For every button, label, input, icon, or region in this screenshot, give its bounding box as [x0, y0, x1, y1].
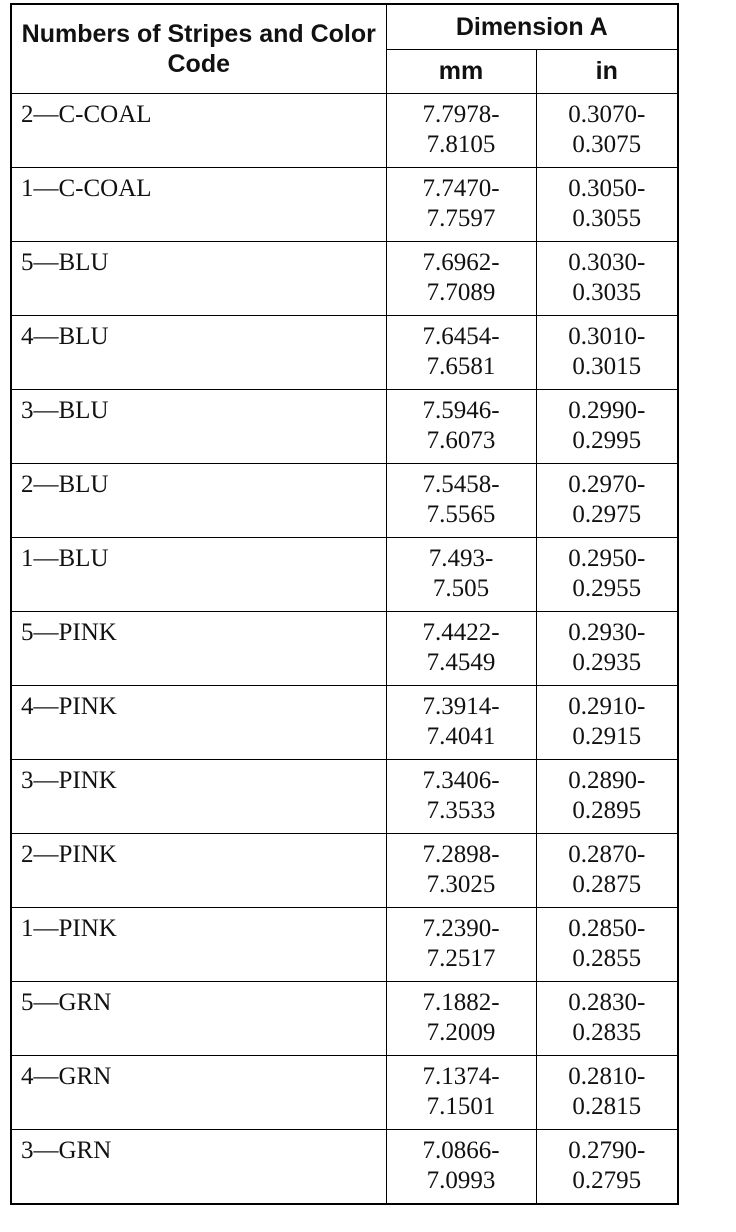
- dimension-in-cell: [536, 1056, 678, 1130]
- range-min-value: 7.5458-: [422, 471, 500, 498]
- stripe-color-code-cell: 4—BLU: [11, 316, 386, 390]
- range-min-value: 7.1882-: [422, 989, 500, 1016]
- dimension-in-cell: [536, 982, 678, 1056]
- range-max-value: 7.4041: [426, 723, 496, 750]
- table-row: [11, 686, 678, 760]
- range-max-value: 7.4549: [426, 649, 496, 676]
- dimension-mm-cell: [386, 538, 536, 612]
- range-max-value: 0.3035: [572, 279, 642, 306]
- dimension-in-cell: [536, 760, 678, 834]
- range-min-value: 0.3070-: [568, 101, 646, 128]
- range-max-value: 0.2975: [572, 501, 642, 528]
- range-min-value: 7.6454-: [422, 323, 500, 350]
- range-min-value: 7.1374-: [422, 1063, 500, 1090]
- range-min-value: 7.2390-: [422, 915, 500, 942]
- dimension-mm-cell: [386, 168, 536, 242]
- range-min-value: 7.2898-: [422, 841, 500, 868]
- table-row: [11, 390, 678, 464]
- range-max-value: 0.2835: [572, 1019, 642, 1046]
- column-header-mm: mm: [386, 49, 536, 94]
- dimension-in-cell: [536, 908, 678, 982]
- range-min-value: 7.5946-: [422, 397, 500, 424]
- table-row: [11, 316, 678, 390]
- dimension-in-cell: [536, 316, 678, 390]
- range-max-value: 7.6581: [426, 353, 496, 380]
- table-row: [11, 908, 678, 982]
- range-min-value: 0.2810-: [568, 1063, 646, 1090]
- range-max-value: 0.3075: [572, 131, 642, 158]
- dimension-in-cell: [536, 168, 678, 242]
- table-row: [11, 834, 678, 908]
- stripe-color-code-cell: 3—PINK: [11, 760, 386, 834]
- dimension-mm-cell: [386, 316, 536, 390]
- range-min-value: 0.3030-: [568, 249, 646, 276]
- range-min-value: 0.3010-: [568, 323, 646, 350]
- dimension-in-cell: [536, 612, 678, 686]
- range-min-value: 0.2910-: [568, 693, 646, 720]
- column-header-in: in: [536, 49, 678, 94]
- range-min-value: 0.2830-: [568, 989, 646, 1016]
- range-max-value: 7.7597: [426, 205, 496, 232]
- table-row: [11, 1056, 678, 1130]
- range-max-value: 7.0993: [426, 1167, 496, 1194]
- stripe-color-code-cell: 4—GRN: [11, 1056, 386, 1130]
- range-max-value: 0.3055: [572, 205, 642, 232]
- range-min-value: 0.2950-: [568, 545, 646, 572]
- stripe-color-code-cell: 5—PINK: [11, 612, 386, 686]
- range-max-value: 7.6073: [426, 427, 496, 454]
- stripe-color-code-cell: 2—BLU: [11, 464, 386, 538]
- range-max-value: 0.2935: [572, 649, 642, 676]
- range-min-value: 0.2990-: [568, 397, 646, 424]
- stripe-color-code-cell: 3—BLU: [11, 390, 386, 464]
- range-max-value: 7.8105: [426, 131, 496, 158]
- table-row: [11, 242, 678, 316]
- dimension-in-cell: [536, 1130, 678, 1204]
- range-max-value: 0.3015: [572, 353, 642, 380]
- stripe-dimension-table: [10, 3, 679, 1205]
- table-row: [11, 464, 678, 538]
- range-max-value: 7.1501: [426, 1093, 496, 1120]
- dimension-mm-cell: [386, 760, 536, 834]
- stripe-color-code-cell: 2—PINK: [11, 834, 386, 908]
- stripe-color-code-cell: 3—GRN: [11, 1130, 386, 1204]
- dimension-in-cell: [536, 242, 678, 316]
- range-min-value: 7.493-: [428, 545, 494, 572]
- dimension-mm-cell: [386, 242, 536, 316]
- dimension-in-cell: [536, 464, 678, 538]
- dimension-in-cell: [536, 94, 678, 168]
- range-min-value: 0.2790-: [568, 1137, 646, 1164]
- table-row: [11, 94, 678, 168]
- stripe-color-code-cell: 5—BLU: [11, 242, 386, 316]
- table-row: [11, 612, 678, 686]
- dimension-mm-cell: [386, 834, 536, 908]
- range-min-value: 0.2930-: [568, 619, 646, 646]
- table-row: [11, 168, 678, 242]
- table-row: [11, 760, 678, 834]
- range-max-value: 7.2009: [426, 1019, 496, 1046]
- table-header: [11, 4, 678, 94]
- table-row: [11, 1130, 678, 1204]
- range-max-value: 7.2517: [426, 945, 496, 972]
- range-max-value: 0.2815: [572, 1093, 642, 1120]
- dimension-in-cell: [536, 538, 678, 612]
- stripe-color-code-cell: 5—GRN: [11, 982, 386, 1056]
- stripe-color-code-cell: 1—PINK: [11, 908, 386, 982]
- dimension-in-cell: [536, 390, 678, 464]
- range-min-value: 7.4422-: [422, 619, 500, 646]
- range-min-value: 0.2850-: [568, 915, 646, 942]
- range-max-value: 0.2875: [572, 871, 642, 898]
- range-max-value: 7.3533: [426, 797, 496, 824]
- range-max-value: 7.3025: [426, 871, 496, 898]
- dimension-in-cell: [536, 834, 678, 908]
- range-min-value: 7.7470-: [422, 175, 500, 202]
- stripe-color-code-cell: 4—PINK: [11, 686, 386, 760]
- range-max-value: 7.5565: [426, 501, 496, 528]
- range-max-value: 0.2895: [572, 797, 642, 824]
- range-min-value: 7.6962-: [422, 249, 500, 276]
- stripe-color-code-cell: 1—BLU: [11, 538, 386, 612]
- dimension-mm-cell: [386, 908, 536, 982]
- dimension-in-cell: [536, 686, 678, 760]
- range-min-value: 0.2970-: [568, 471, 646, 498]
- range-min-value: 7.7978-: [422, 101, 500, 128]
- dimension-mm-cell: [386, 464, 536, 538]
- dimension-mm-cell: [386, 1130, 536, 1204]
- table-row: [11, 982, 678, 1056]
- range-min-value: 0.2890-: [568, 767, 646, 794]
- range-min-value: 0.2870-: [568, 841, 646, 868]
- range-min-value: 7.3406-: [422, 767, 500, 794]
- column-header-stripes-color: Numbers of Stripes and Color Code: [11, 4, 386, 94]
- range-max-value: 0.2955: [572, 575, 642, 602]
- range-max-value: 0.2795: [572, 1167, 642, 1194]
- dimension-mm-cell: [386, 982, 536, 1056]
- range-max-value: 0.2995: [572, 427, 642, 454]
- range-max-value: 7.505: [432, 575, 490, 602]
- range-min-value: 7.0866-: [422, 1137, 500, 1164]
- dimension-mm-cell: [386, 686, 536, 760]
- range-max-value: 0.2855: [572, 945, 642, 972]
- dimension-mm-cell: [386, 612, 536, 686]
- dimension-mm-cell: [386, 390, 536, 464]
- column-group-dimension-a: Dimension A: [386, 4, 678, 49]
- stripe-color-code-cell: 2—C-COAL: [11, 94, 386, 168]
- range-min-value: 0.3050-: [568, 175, 646, 202]
- range-max-value: 7.7089: [426, 279, 496, 306]
- dimension-mm-cell: [386, 1056, 536, 1130]
- table-row: [11, 538, 678, 612]
- range-max-value: 0.2915: [572, 723, 642, 750]
- table-body: [11, 94, 678, 1204]
- range-min-value: 7.3914-: [422, 693, 500, 720]
- stripe-color-code-cell: 1—C-COAL: [11, 168, 386, 242]
- dimension-mm-cell: [386, 94, 536, 168]
